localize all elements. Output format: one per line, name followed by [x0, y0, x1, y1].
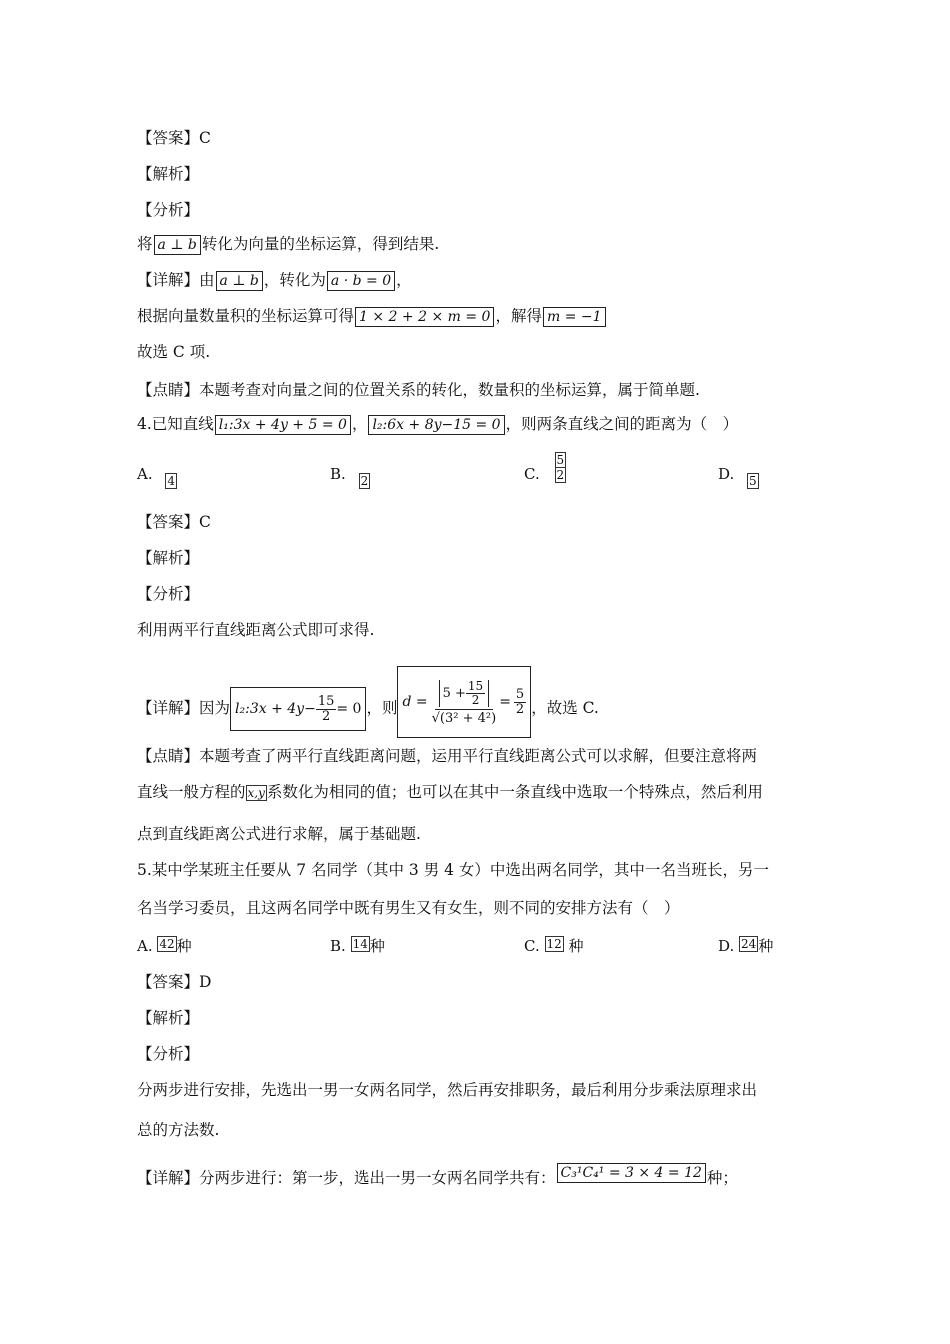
text: 【详解】因为	[137, 699, 231, 717]
text: 【详解】由	[137, 271, 215, 289]
text: 【详解】分两步进行：第一步，选出一男一女两名同学共有：	[137, 1169, 556, 1187]
value: 24	[741, 937, 757, 951]
denominator: √(3² + 4²)	[431, 711, 497, 726]
formula: a ⊥ b	[154, 235, 201, 255]
q5-analysis-2: 总的方法数.	[137, 1121, 220, 1139]
formula: l₁:3x + 4y + 5 = 0	[215, 415, 351, 435]
q5-analysis-1: 分两步进行安排，先选出一男一女两名同学，然后再安排职务，最后利用分步乘法原理求出	[137, 1081, 758, 1099]
formula: m = −1	[543, 307, 606, 327]
denominator: 2	[471, 693, 480, 707]
text: ，	[396, 271, 412, 289]
q3-fenxi: 【分析】	[137, 201, 200, 219]
q3-choose: 故选 C 项.	[137, 343, 211, 361]
label: C.	[524, 937, 540, 955]
text: 直线一般方程的	[137, 783, 246, 801]
label: B.	[330, 465, 346, 483]
q4-option-c	[524, 453, 565, 495]
text: ，转化为	[263, 271, 326, 289]
q5-option-d	[718, 936, 773, 956]
numerator: 15	[467, 679, 484, 693]
q5-stem-2: 名当学习委员，且这两名同学中既有男生又有女生，则不同的安排方法有（ ）	[137, 899, 680, 917]
value: 4	[167, 474, 176, 488]
q5-jiexi: 【解析】	[137, 1009, 200, 1027]
q4-detail	[137, 680, 599, 738]
q3-jiexi: 【解析】	[137, 165, 200, 183]
q5-stem-1: 5.某中学某班主任要从 7 名同学（其中 3 男 4 女）中选出两名同学，其中一名当班长，另一	[137, 861, 769, 879]
unit: 种	[563, 937, 584, 955]
q5-option-a	[137, 936, 192, 956]
numerator: 5	[515, 686, 525, 702]
value: 42	[159, 937, 175, 951]
q5-fenxi: 【分析】	[137, 1045, 200, 1063]
text: 将	[137, 235, 153, 253]
q4-fenxi: 【分析】	[137, 585, 200, 603]
label: D.	[718, 937, 735, 955]
label: B.	[330, 937, 346, 955]
text: 根据向量数量积的坐标运算可得	[137, 307, 355, 325]
text: 系数化为相同的值；也可以在其中一条直线中选取一个特殊点，然后利用	[266, 783, 763, 801]
formula: a · b = 0	[327, 271, 395, 291]
abs	[439, 680, 490, 707]
numerator: 5	[556, 453, 565, 467]
q4-answer: 【答案】C	[137, 513, 211, 531]
text: d =	[402, 694, 428, 710]
value: 14	[352, 937, 368, 951]
q4-option-b	[330, 464, 369, 488]
value: 2	[360, 474, 369, 488]
q4-analysis: 利用两平行直线距离公式即可求得.	[137, 621, 375, 639]
fraction	[316, 695, 337, 724]
q4-dianjing-3: 点到直线距离公式进行求解，属于基础题.	[137, 825, 421, 843]
formula-l2	[230, 687, 366, 731]
label: D.	[718, 465, 735, 483]
q4-option-d	[718, 464, 757, 488]
unit: 种	[758, 937, 774, 955]
formula-d	[397, 666, 531, 738]
q4-jiexi: 【解析】	[137, 549, 200, 567]
label: A.	[137, 937, 153, 955]
fraction	[555, 452, 567, 483]
numerator	[435, 678, 494, 710]
fraction	[432, 678, 497, 726]
text: l₂:3x + 4y−	[235, 701, 316, 717]
q3-detail	[137, 270, 412, 291]
text: =	[499, 694, 511, 710]
denominator: 2	[321, 708, 331, 724]
text: ，	[351, 415, 368, 433]
q5-option-b	[330, 936, 385, 956]
value: 12	[546, 937, 562, 951]
q5-option-c	[524, 936, 584, 956]
text: ，解得	[495, 307, 542, 325]
q3-analysis	[137, 234, 439, 255]
formula: a ⊥ b	[216, 271, 263, 291]
label: C.	[524, 465, 540, 483]
text: 5 +	[442, 685, 466, 701]
text: ，则两条直线之间的距离为（ ）	[505, 415, 739, 433]
text: 种；	[706, 1169, 738, 1187]
text: ，故选 C.	[531, 699, 599, 717]
text: ，则	[366, 699, 398, 717]
formula: l₂:6x + 8y−15 = 0	[368, 415, 504, 435]
text: 4.已知直线	[137, 415, 214, 433]
q4-option-a	[137, 464, 176, 488]
text: 转化为向量的坐标运算，得到结果.	[201, 235, 440, 253]
q3-dianjing: 【点睛】本题考查对向量之间的位置关系的转化，数量积的坐标运算，属于简单题.	[137, 381, 700, 399]
numerator: 15	[317, 693, 335, 709]
unit: 种	[369, 937, 385, 955]
unit: 种	[176, 937, 192, 955]
formula: 1 × 2 + 2 × m = 0	[355, 307, 494, 327]
q4-stem	[137, 414, 738, 435]
formula: C₃¹C₄¹ = 3 × 4 = 12	[557, 1163, 706, 1183]
q4-dianjing-2	[137, 782, 763, 802]
q5-detail	[137, 1165, 738, 1189]
formula: x,y	[247, 786, 265, 800]
value: 5	[749, 474, 757, 488]
denominator: 2	[515, 701, 525, 717]
q3-detail-line2	[137, 306, 607, 327]
text: = 0	[336, 701, 362, 717]
fraction	[514, 688, 526, 717]
q4-dianjing-1: 【点睛】本题考查了两平行直线距离问题，运用平行直线距离公式可以求解，但要注意将两	[137, 747, 758, 765]
fraction	[466, 680, 485, 707]
label: A.	[137, 465, 153, 483]
q3-answer: 【答案】C	[137, 129, 211, 147]
q5-answer: 【答案】D	[137, 973, 212, 991]
denominator: 2	[556, 468, 565, 482]
